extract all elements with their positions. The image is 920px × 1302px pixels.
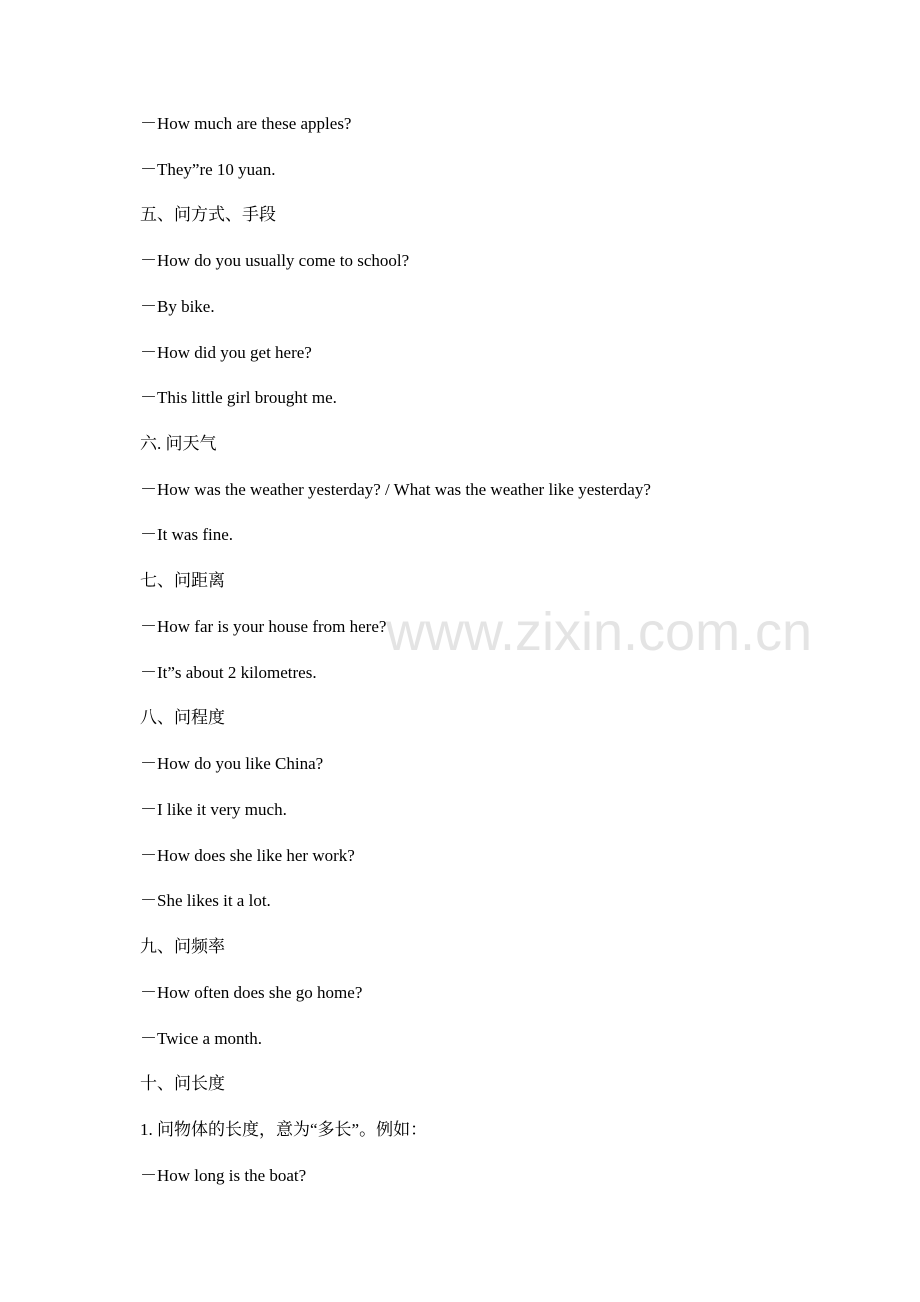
dialogue-answer: －By bike. bbox=[140, 297, 215, 316]
dialogue-question: －How often does she go home? bbox=[140, 983, 363, 1002]
section-heading: 八、问程度 bbox=[140, 708, 225, 727]
dialogue-question: －How did you get here? bbox=[140, 343, 312, 362]
dialogue-answer: －This little girl brought me. bbox=[140, 388, 337, 407]
dialogue-answer: －It was fine. bbox=[140, 525, 234, 544]
watermark: www.zixin.com.cn bbox=[386, 602, 813, 662]
dialogue-answer: －They”re 10 yuan. bbox=[140, 160, 276, 179]
section-heading: 六. 问天气 bbox=[140, 434, 217, 453]
dialogue-question: －How do you like China? bbox=[140, 754, 324, 773]
section-heading: 九、问频率 bbox=[140, 937, 225, 956]
dialogue-answer: －She likes it a lot. bbox=[140, 891, 271, 910]
section-heading: 十、问长度 bbox=[140, 1074, 225, 1093]
dialogue-answer: －It”s about 2 kilometres. bbox=[140, 663, 317, 682]
dialogue-answer: －I like it very much. bbox=[140, 800, 287, 819]
dialogue-question: －How does she like her work? bbox=[140, 846, 355, 865]
dialogue-question: －How much are these apples? bbox=[140, 114, 352, 133]
dialogue-answer: －Twice a month. bbox=[140, 1029, 263, 1048]
numbered-note: 1. 问物体的长度，意为“多长”。例如： bbox=[140, 1120, 428, 1139]
dialogue-question: －How was the weather yesterday? / What was the weather like yesterday? bbox=[140, 480, 651, 499]
dialogue-question: －How long is the boat? bbox=[140, 1166, 307, 1185]
dialogue-question: －How do you usually come to school? bbox=[140, 251, 410, 270]
dialogue-question: －How far is your house from here? bbox=[140, 617, 387, 636]
section-heading: 五、问方式、手段 bbox=[140, 205, 276, 224]
section-heading: 七、问距离 bbox=[140, 571, 225, 590]
